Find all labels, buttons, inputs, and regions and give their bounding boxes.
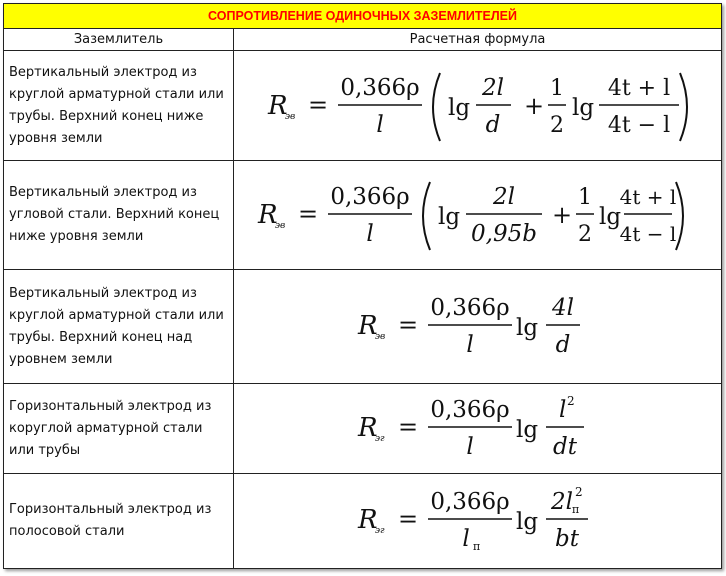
formula-lhs-sub: эг	[374, 433, 385, 444]
formula-equals: =	[397, 310, 418, 339]
coef-numerator: 0,366ρ	[339, 74, 420, 101]
formula-vertical-round-above	[358, 285, 598, 369]
table-title: СОПРОТИВЛЕНИЕ ОДИНОЧНЫХ ЗАЗЕМЛИТЕЛЕЙ	[4, 4, 722, 29]
fraction1-denominator: 0,95b	[470, 221, 537, 247]
formula-lhs: R	[357, 412, 378, 443]
coef-numerator: 0,366ρ	[429, 396, 510, 423]
coef-numerator: 0,366ρ	[429, 294, 510, 321]
fraction-numerator-sub: п	[571, 503, 579, 516]
right-paren	[680, 73, 687, 141]
left-paren	[423, 182, 430, 250]
fraction-denominator: d	[555, 331, 570, 358]
header-row	[4, 29, 722, 51]
lg-label: lg	[515, 509, 538, 535]
column-header-formula: Расчетная формула	[234, 29, 722, 51]
formula-equals: =	[397, 412, 418, 441]
electrode-description: Вертикальный электрод из круглой арматурной стали или трубы. Верхний конец над уровнем земли	[4, 270, 234, 384]
fraction2-denominator: 4t − l	[607, 112, 670, 138]
electrode-description: Горизонтальный электрод из коруглой арматурной стали или трубы	[4, 384, 234, 474]
lg-label: lg	[571, 94, 594, 121]
fraction-numerator-sup: 2	[566, 393, 575, 408]
formula-lhs-sub: эг	[374, 526, 385, 536]
table-row	[4, 474, 722, 569]
grounding-resistance-table	[3, 3, 722, 569]
formula-lhs-sub: эв	[374, 331, 385, 342]
fraction1-numerator: 2l	[481, 74, 504, 101]
fraction1-denominator: d	[485, 111, 500, 138]
fraction2-denominator: 4t − l	[619, 222, 676, 246]
left-paren	[433, 73, 440, 141]
formula-lhs: R	[267, 90, 288, 121]
formula-cell	[234, 161, 722, 270]
formula-horizontal-strip	[358, 480, 598, 562]
fraction-denominator: dt	[552, 433, 577, 460]
lg-label: lg	[598, 204, 621, 230]
formula-cell	[234, 384, 722, 474]
coef-denominator: l	[465, 433, 474, 460]
column-header-electrode: Заземлитель	[4, 29, 234, 51]
table-row	[4, 161, 722, 270]
fraction-numerator: 4l	[551, 294, 574, 321]
fraction-numerator-sup: 2	[574, 485, 583, 499]
coef-numerator: 0,366ρ	[329, 184, 410, 210]
formula-lhs: R	[357, 505, 378, 535]
table-row	[4, 51, 722, 161]
formula-equals: =	[397, 505, 418, 533]
electrode-description: Вертикальный электрод из круглой арматурной стали или трубы. Верхний конец ниже уровня земли	[4, 51, 234, 161]
lg-label: lg	[515, 314, 538, 341]
formula-lhs-sub: эв	[284, 111, 295, 122]
formula-lhs: R	[357, 310, 378, 341]
electrode-description: Вертикальный электрод из угловой стали. Верхний конец ниже уровня земли	[4, 161, 234, 270]
formula-cell	[234, 474, 722, 569]
plus-sign: +	[523, 91, 544, 120]
coef-denominator: l	[365, 221, 374, 247]
formula-vertical-round-below	[268, 61, 688, 151]
formula-lhs: R	[257, 200, 278, 230]
formula-vertical-angle-below	[258, 170, 698, 260]
table-row	[4, 270, 722, 384]
fraction1-numerator: 2l	[492, 184, 515, 210]
lg-label: lg	[447, 94, 470, 121]
coef-denominator-sub: п	[472, 540, 480, 553]
electrode-description: Горизонтальный электрод из полосовой стали	[4, 474, 234, 569]
coef-denominator: l	[375, 111, 384, 138]
coef-numerator: 0,366ρ	[429, 489, 510, 515]
right-paren	[676, 182, 683, 250]
half-numerator: 1	[549, 75, 564, 101]
half-denominator: 2	[549, 112, 564, 138]
coef-denominator: l	[465, 331, 474, 358]
fraction2-numerator: 4t + l	[619, 185, 676, 209]
fraction-denominator: bt	[554, 526, 579, 552]
half-numerator: 1	[577, 185, 592, 210]
coef-denominator: l	[461, 526, 470, 552]
table-row	[4, 384, 722, 474]
formula-horizontal-round	[358, 388, 598, 470]
fraction2-numerator: 4t + l	[607, 75, 670, 101]
lg-label: lg	[437, 204, 460, 230]
plus-sign: +	[551, 201, 572, 229]
half-denominator: 2	[577, 222, 592, 247]
formula-cell	[234, 51, 722, 161]
title-row	[4, 4, 722, 29]
formula-equals: =	[307, 90, 328, 119]
lg-label: lg	[515, 416, 538, 443]
formula-lhs-sub: эв	[274, 221, 285, 231]
formula-equals: =	[297, 200, 318, 228]
formula-cell	[234, 270, 722, 384]
fraction-numerator: 2l	[550, 489, 573, 515]
fraction-numerator: l	[558, 396, 566, 423]
